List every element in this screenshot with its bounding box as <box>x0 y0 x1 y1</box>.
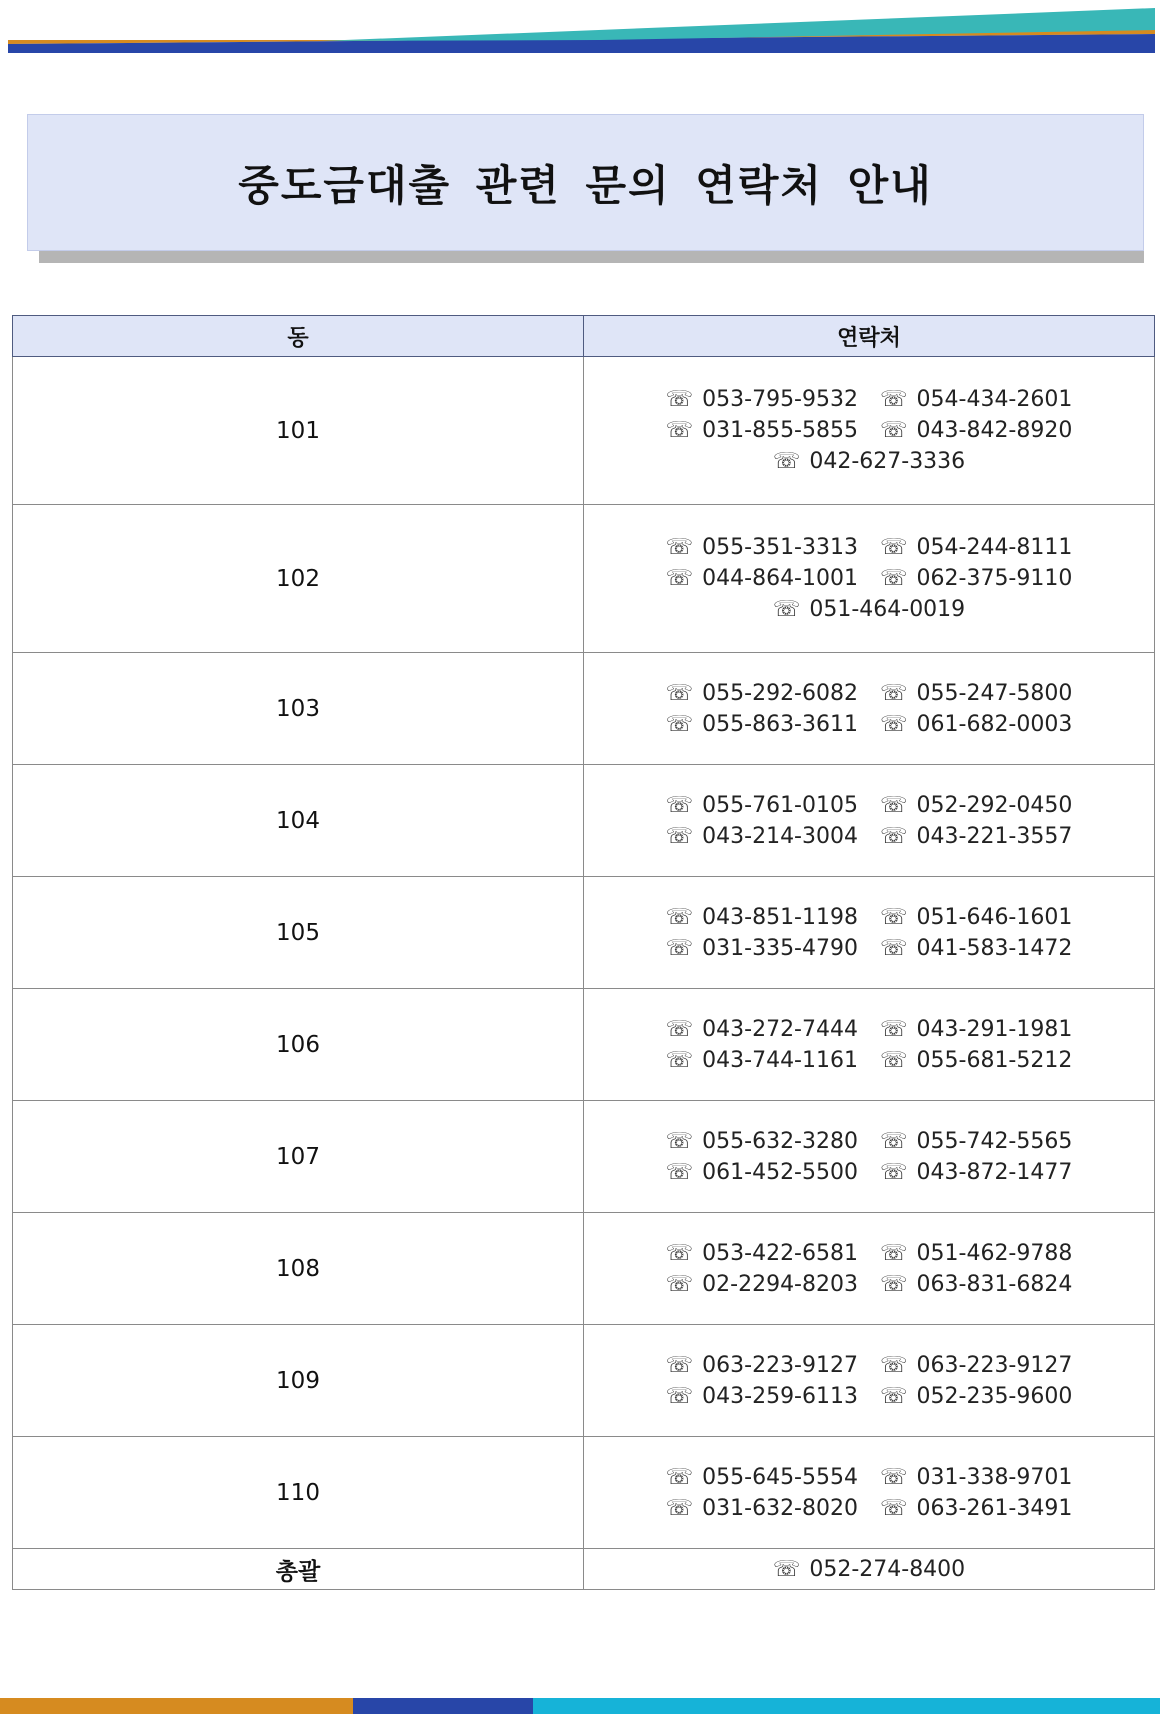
phone-number: 055-761-0105 <box>702 792 858 818</box>
telephone-icon: ☏ <box>880 387 908 412</box>
table-row <box>13 505 1155 653</box>
telephone-icon: ☏ <box>880 1464 908 1490</box>
dong-cell: 103 <box>13 653 584 765</box>
dong-cell: 104 <box>13 765 584 877</box>
phone-number: 044-864-1001 <box>702 566 858 591</box>
phone-number: 051-462-9788 <box>916 1240 1073 1266</box>
contact-cell <box>584 877 1155 989</box>
phone-entry[interactable] <box>666 824 858 849</box>
telephone-icon: ☏ <box>665 1383 694 1409</box>
telephone-icon: ☏ <box>665 1352 694 1378</box>
phone-entry[interactable] <box>880 936 1072 961</box>
phone-entry[interactable] <box>880 1272 1072 1297</box>
phone-number: 031-338-9701 <box>916 1464 1073 1490</box>
phone-number: 063-223-9127 <box>916 1352 1073 1378</box>
telephone-icon: ☏ <box>665 1047 694 1073</box>
telephone-icon: ☏ <box>772 1556 801 1582</box>
telephone-icon: ☏ <box>880 1352 908 1378</box>
table-row <box>13 1325 1155 1437</box>
phone-number: 043-744-1161 <box>702 1047 858 1073</box>
table-row <box>13 1101 1155 1213</box>
dong-cell: 109 <box>13 1325 584 1437</box>
phone-entry[interactable] <box>666 1272 858 1297</box>
phone-number: 055-863-3611 <box>702 711 858 737</box>
phone-list <box>584 1017 1154 1073</box>
band-blue-segment <box>353 1698 533 1714</box>
page-title: 중도금대출 관련 문의 연락처 안내 <box>238 160 933 210</box>
phone-entry[interactable] <box>880 418 1072 443</box>
table-row <box>13 877 1155 989</box>
telephone-icon: ☏ <box>665 935 694 961</box>
telephone-icon: ☏ <box>880 711 908 737</box>
telephone-icon: ☏ <box>665 680 694 706</box>
phone-number: 055-292-6082 <box>702 680 858 706</box>
phone-entry[interactable] <box>666 535 858 560</box>
phone-entry[interactable] <box>666 1353 858 1378</box>
telephone-icon: ☏ <box>880 535 908 560</box>
phone-entry[interactable] <box>880 824 1072 849</box>
telephone-icon: ☏ <box>665 1464 694 1490</box>
telephone-icon: ☏ <box>665 904 694 930</box>
table-body <box>13 357 1155 1590</box>
telephone-icon: ☏ <box>772 597 801 622</box>
header-contact: 연락처 <box>584 316 1155 357</box>
telephone-icon: ☏ <box>665 1271 694 1297</box>
phone-number: 052-274-8400 <box>809 1556 966 1582</box>
top-decorative-band <box>0 0 1160 60</box>
phone-entry[interactable] <box>880 1465 1072 1490</box>
telephone-icon: ☏ <box>880 1495 908 1521</box>
telephone-icon: ☏ <box>665 1016 694 1042</box>
contact-cell <box>584 1437 1155 1549</box>
phone-number: 043-221-3557 <box>916 823 1073 849</box>
telephone-icon: ☏ <box>772 449 801 474</box>
phone-list <box>584 793 1154 849</box>
phone-list <box>584 1465 1154 1521</box>
phone-list <box>584 905 1154 961</box>
telephone-icon: ☏ <box>880 823 908 849</box>
phone-entry[interactable] <box>666 1384 858 1409</box>
phone-entry[interactable] <box>880 387 1072 412</box>
contact-cell <box>584 357 1155 505</box>
phone-number: 061-452-5500 <box>702 1159 858 1185</box>
table-row <box>13 1437 1155 1549</box>
phone-entry[interactable] <box>773 449 965 474</box>
telephone-icon: ☏ <box>665 1159 694 1185</box>
table-row <box>13 989 1155 1101</box>
dong-cell: 총괄 <box>13 1549 584 1590</box>
phone-number: 063-223-9127 <box>702 1352 858 1378</box>
phone-entry[interactable] <box>666 566 858 591</box>
phone-list <box>584 1557 1154 1582</box>
phone-number: 055-632-3280 <box>702 1128 858 1154</box>
telephone-icon: ☏ <box>880 1271 908 1297</box>
telephone-icon: ☏ <box>665 711 694 737</box>
contact-table <box>12 315 1155 1590</box>
phone-entry[interactable] <box>880 793 1072 818</box>
phone-number: 054-244-8111 <box>916 535 1073 560</box>
phone-entry[interactable] <box>666 936 858 961</box>
phone-number: 031-335-4790 <box>702 935 858 961</box>
phone-entry[interactable] <box>880 1017 1072 1042</box>
phone-entry[interactable] <box>880 535 1072 560</box>
phone-number: 042-627-3336 <box>809 449 966 474</box>
telephone-icon: ☏ <box>665 535 694 560</box>
phone-entry[interactable] <box>880 1384 1072 1409</box>
phone-number: 054-434-2601 <box>916 387 1073 412</box>
dong-cell: 102 <box>13 505 584 653</box>
phone-number: 043-291-1981 <box>916 1016 1073 1042</box>
telephone-icon: ☏ <box>665 792 694 818</box>
phone-number: 062-375-9110 <box>916 566 1073 591</box>
phone-number: 061-682-0003 <box>916 711 1073 737</box>
phone-number: 052-292-0450 <box>916 792 1073 818</box>
contact-cell <box>584 989 1155 1101</box>
table-header-row <box>13 316 1155 357</box>
phone-entry[interactable] <box>880 566 1072 591</box>
telephone-icon: ☏ <box>880 792 908 818</box>
contact-cell <box>584 765 1155 877</box>
dong-cell: 107 <box>13 1101 584 1213</box>
telephone-icon: ☏ <box>665 566 694 591</box>
phone-number: 063-261-3491 <box>916 1495 1073 1521</box>
telephone-icon: ☏ <box>665 387 694 412</box>
phone-list <box>584 1241 1154 1297</box>
phone-number: 031-632-8020 <box>702 1495 858 1521</box>
phone-list <box>584 681 1154 737</box>
phone-entry[interactable] <box>666 793 858 818</box>
phone-entry[interactable] <box>773 597 965 622</box>
telephone-icon: ☏ <box>880 1016 908 1042</box>
table-row <box>13 653 1155 765</box>
band-cyan-segment <box>533 1698 1160 1714</box>
phone-number: 043-259-6113 <box>702 1383 858 1409</box>
phone-entry[interactable] <box>880 1353 1072 1378</box>
telephone-icon: ☏ <box>880 566 908 591</box>
table-row <box>13 1213 1155 1325</box>
phone-entry[interactable] <box>880 1160 1072 1185</box>
phone-number: 055-742-5565 <box>916 1128 1073 1154</box>
phone-list <box>584 1129 1154 1185</box>
phone-list <box>584 387 1154 474</box>
phone-entry[interactable] <box>666 418 858 443</box>
phone-entry[interactable] <box>666 1241 858 1266</box>
table-row <box>13 1549 1155 1590</box>
band-orange-segment <box>0 1698 353 1714</box>
phone-number: 043-214-3004 <box>702 823 858 849</box>
phone-entry[interactable] <box>880 681 1072 706</box>
telephone-icon: ☏ <box>665 823 694 849</box>
phone-entry[interactable] <box>880 1129 1072 1154</box>
phone-number: 02-2294-8203 <box>702 1271 858 1297</box>
phone-number: 055-681-5212 <box>916 1047 1073 1073</box>
phone-number: 043-842-8920 <box>916 418 1073 443</box>
contact-cell <box>584 1101 1155 1213</box>
telephone-icon: ☏ <box>880 1128 908 1154</box>
dong-cell: 110 <box>13 1437 584 1549</box>
bottom-decorative-band <box>0 1698 1160 1714</box>
dong-cell: 108 <box>13 1213 584 1325</box>
phone-entry[interactable] <box>666 712 858 737</box>
title-box <box>27 114 1144 251</box>
table-row <box>13 765 1155 877</box>
phone-entry[interactable] <box>666 1129 858 1154</box>
telephone-icon: ☏ <box>880 1383 908 1409</box>
telephone-icon: ☏ <box>880 1047 908 1073</box>
contact-cell <box>584 1213 1155 1325</box>
phone-entry[interactable] <box>880 712 1072 737</box>
phone-number: 041-583-1472 <box>916 935 1073 961</box>
phone-number: 051-464-0019 <box>809 597 966 622</box>
phone-number: 043-272-7444 <box>702 1016 858 1042</box>
dong-cell: 105 <box>13 877 584 989</box>
telephone-icon: ☏ <box>665 1240 694 1266</box>
phone-entry[interactable] <box>880 1496 1072 1521</box>
dong-cell: 106 <box>13 989 584 1101</box>
header-dong: 동 <box>13 316 584 357</box>
telephone-icon: ☏ <box>880 935 908 961</box>
phone-entry[interactable] <box>666 1160 858 1185</box>
table-row <box>13 357 1155 505</box>
phone-entry[interactable] <box>880 905 1072 930</box>
phone-entry[interactable] <box>666 387 858 412</box>
phone-number: 055-645-5554 <box>702 1464 858 1490</box>
telephone-icon: ☏ <box>665 1495 694 1521</box>
phone-list <box>584 1353 1154 1409</box>
phone-number: 063-831-6824 <box>916 1271 1073 1297</box>
telephone-icon: ☏ <box>880 904 908 930</box>
phone-number: 055-351-3313 <box>702 535 858 560</box>
contact-cell <box>584 653 1155 765</box>
phone-number: 055-247-5800 <box>916 680 1073 706</box>
phone-entry[interactable] <box>666 681 858 706</box>
phone-number: 052-235-9600 <box>916 1383 1073 1409</box>
phone-number: 051-646-1601 <box>916 904 1073 930</box>
phone-entry[interactable] <box>666 1048 858 1073</box>
phone-entry[interactable] <box>666 1465 858 1490</box>
telephone-icon: ☏ <box>665 1128 694 1154</box>
dong-cell: 101 <box>13 357 584 505</box>
phone-entry[interactable] <box>880 1048 1072 1073</box>
telephone-icon: ☏ <box>880 1159 908 1185</box>
contact-cell <box>584 1549 1155 1590</box>
contact-cell <box>584 505 1155 653</box>
phone-entry[interactable] <box>666 905 858 930</box>
contact-cell <box>584 1325 1155 1437</box>
phone-entry[interactable] <box>773 1557 965 1582</box>
phone-entry[interactable] <box>880 1241 1072 1266</box>
phone-entry[interactable] <box>666 1017 858 1042</box>
telephone-icon: ☏ <box>665 418 694 443</box>
phone-number: 043-872-1477 <box>916 1159 1073 1185</box>
phone-number: 031-855-5855 <box>702 418 858 443</box>
telephone-icon: ☏ <box>880 680 908 706</box>
phone-entry[interactable] <box>666 1496 858 1521</box>
phone-number: 043-851-1198 <box>702 904 858 930</box>
phone-list <box>584 535 1154 622</box>
telephone-icon: ☏ <box>880 418 908 443</box>
phone-number: 053-422-6581 <box>702 1240 858 1266</box>
phone-number: 053-795-9532 <box>702 387 858 412</box>
telephone-icon: ☏ <box>880 1240 908 1266</box>
